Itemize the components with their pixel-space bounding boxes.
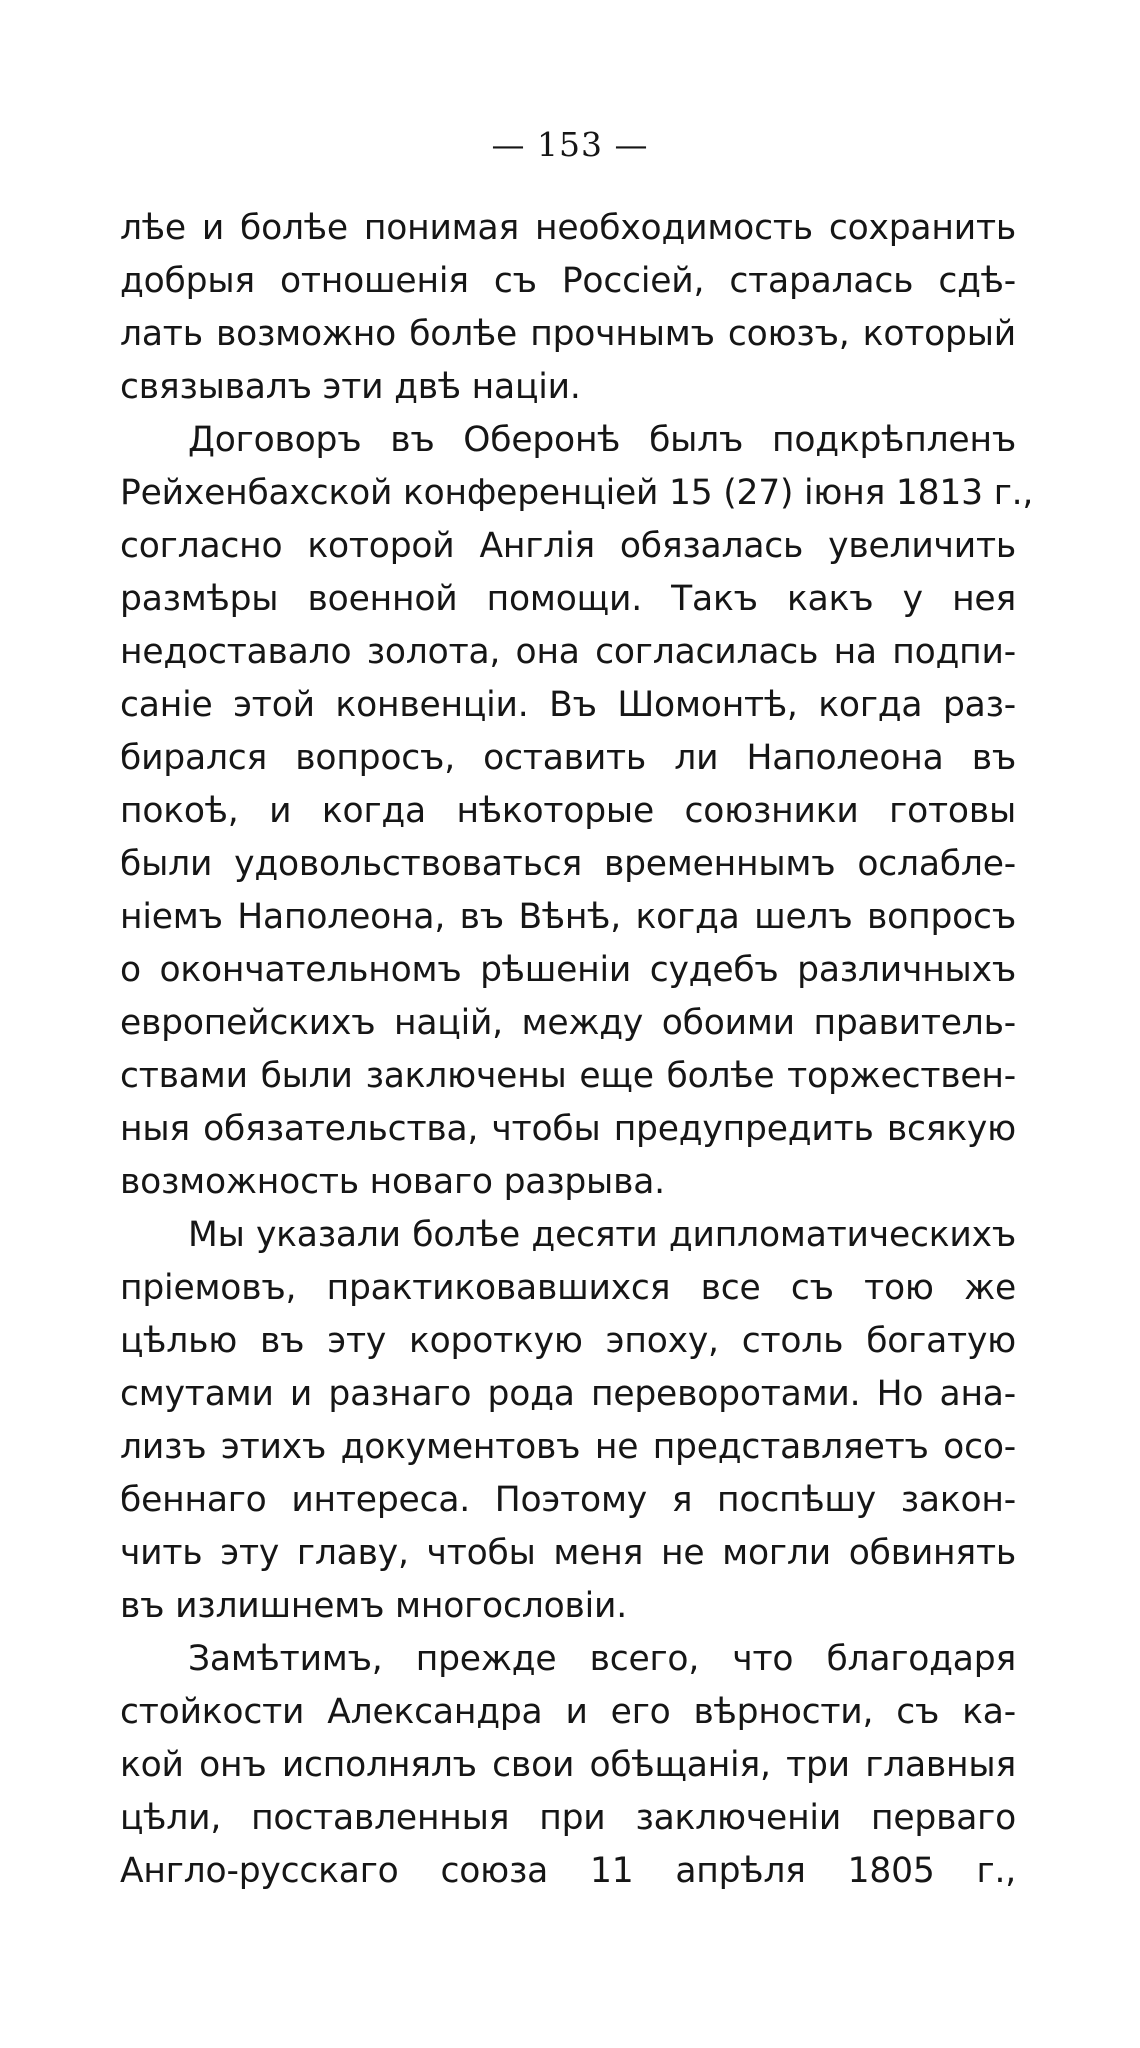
text-line: Замѣтимъ, прежде всего, что благодаря: [188, 1639, 1016, 1679]
text-line: смутами и разнаго рода переворотами. Но ана-: [120, 1374, 1016, 1414]
text-line: связывалъ эти двѣ націи.: [120, 367, 581, 407]
text-line: ствами были заключены еще болѣе торжествен-: [120, 1056, 1016, 1096]
page-number: — 153 —: [491, 125, 649, 164]
body-text: [120, 202, 1034, 1898]
text-line: стойкости Александра и его вѣрности, съ ка-: [120, 1692, 1016, 1732]
text-line: лизъ этихъ документовъ не представляетъ осо-: [120, 1427, 1016, 1467]
text-line: согласно которой Англія обязалась увеличить: [120, 526, 1016, 566]
text-line: чить эту главу, чтобы меня не могли обвинять: [120, 1533, 1016, 1573]
text-line: недоставало золота, она согласилась на подпи-: [120, 632, 1016, 672]
text-line: кой онъ исполнялъ свои обѣщанія, три главныя: [120, 1745, 1016, 1785]
text-line: ніемъ Наполеона, въ Вѣнѣ, когда шелъ вопросъ: [120, 897, 1016, 937]
text-line: саніе этой конвенціи. Въ Шомонтѣ, когда раз-: [120, 685, 1016, 725]
text-line: въ излишнемъ многословіи.: [120, 1586, 627, 1626]
text-line: покоѣ, и когда нѣкоторые союзники готовы: [120, 791, 1016, 831]
paragraph: [120, 202, 1016, 414]
paragraph: [120, 1209, 1016, 1633]
text-line: размѣры военной помощи. Такъ какъ у нея: [120, 579, 1016, 619]
text-line: возможность новаго разрыва.: [120, 1162, 665, 1202]
paragraph: [120, 1633, 1016, 1898]
text-line: ныя обязательства, чтобы предупредить всякую: [120, 1109, 1016, 1149]
text-line: цѣли, поставленныя при заключеніи перваго: [120, 1798, 1016, 1838]
text-line: Рейхенбахской конференціей 15 (27) іюня 1813 г.,: [120, 473, 1034, 513]
paragraph: [120, 414, 1034, 1209]
text-line: цѣлью въ эту короткую эпоху, столь богатую: [120, 1321, 1016, 1361]
text-line: Мы указали болѣе десяти дипломатическихъ: [188, 1215, 1016, 1255]
text-line: бирался вопросъ, оставить ли Наполеона въ: [120, 738, 1016, 778]
text-line: о окончательномъ рѣшеніи судебъ различныхъ: [120, 950, 1016, 990]
text-line: Договоръ въ Оберонѣ былъ подкрѣпленъ: [188, 420, 1016, 460]
text-line: лать возможно болѣе прочнымъ союзъ, который: [120, 314, 1016, 354]
text-line: европейскихъ націй, между обоими правитель-: [120, 1003, 1016, 1043]
text-line: добрыя отношенія съ Россіей, старалась сдѣ-: [120, 261, 1016, 301]
text-line: лѣе и болѣе понимая необходимость сохранить: [120, 208, 1016, 248]
text-line: беннаго интереса. Поэтому я поспѣшу закон-: [120, 1480, 1016, 1520]
text-line: были удовольствоваться временнымъ ослабле-: [120, 844, 1016, 884]
text-line: Англо-русскаго союза 11 апрѣля 1805 г.,: [120, 1851, 1016, 1891]
text-line: пріемовъ, практиковавшихся все съ тою же: [120, 1268, 1016, 1308]
